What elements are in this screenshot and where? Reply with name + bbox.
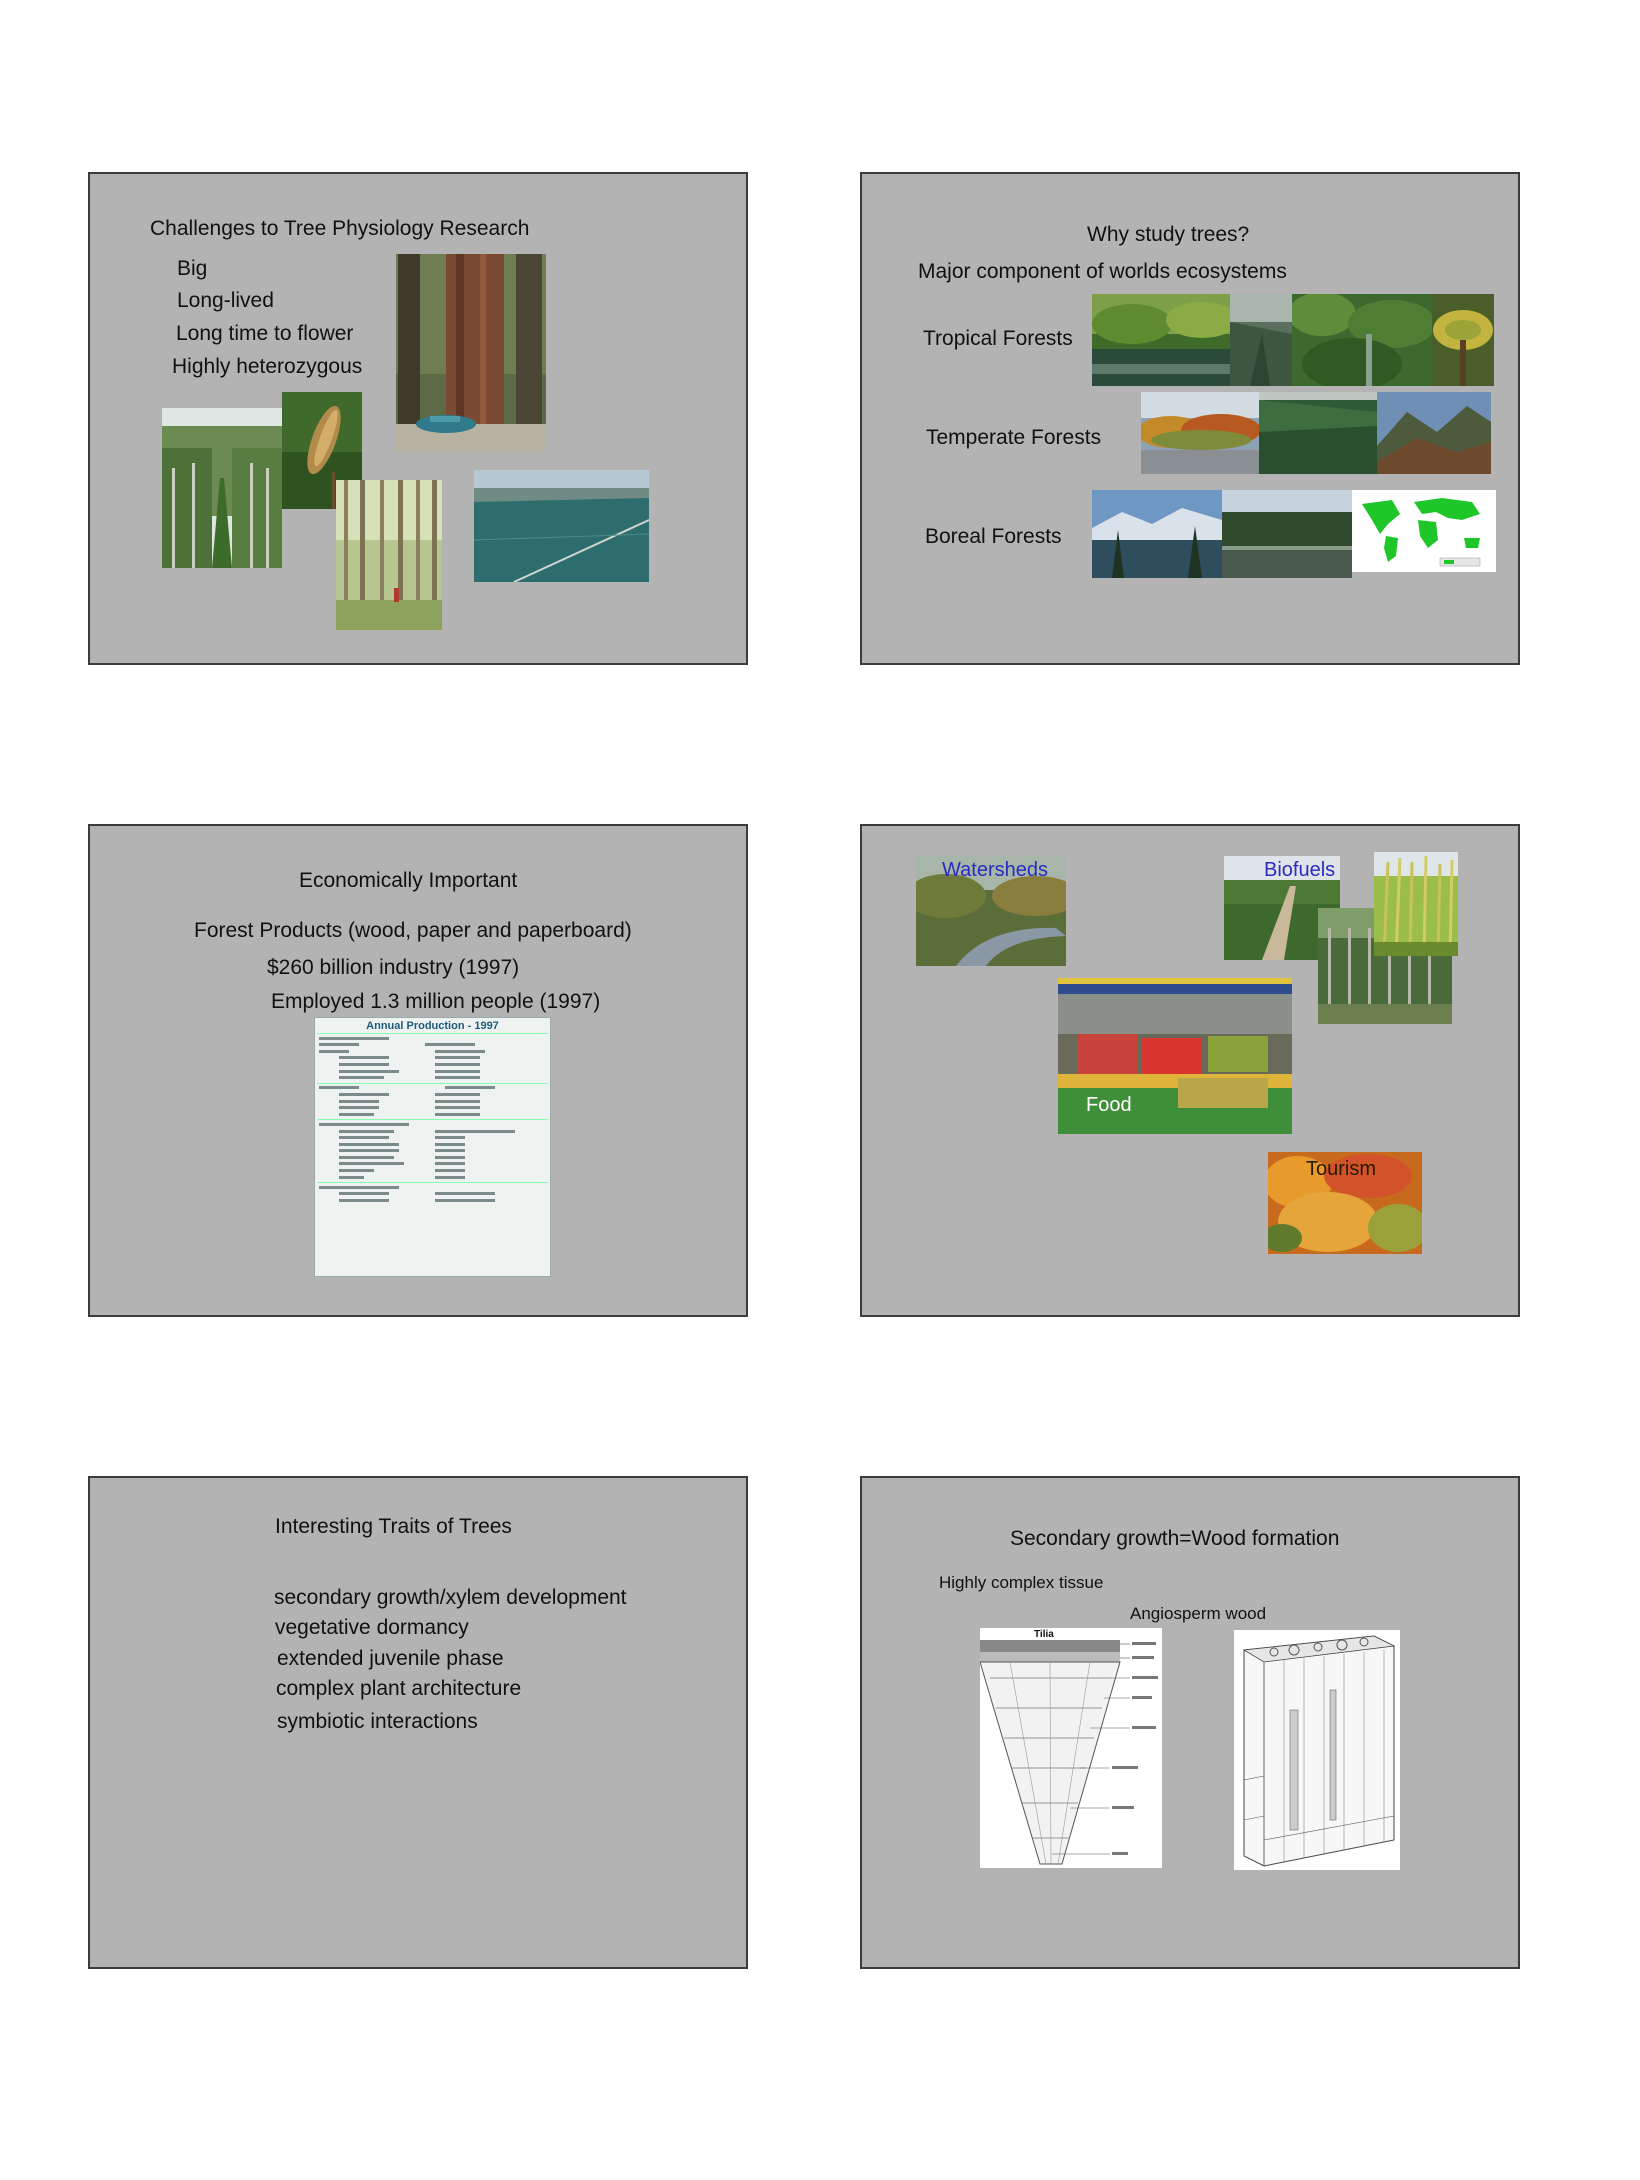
biofuels-label: Biofuels	[1264, 859, 1336, 881]
slide-title: Why study trees?	[1087, 223, 1250, 246]
aerial-plantation-photo	[474, 470, 649, 582]
row-label-temperate: Temperate Forests	[926, 426, 1102, 449]
tilia-stem-diagram	[980, 1628, 1162, 1868]
bullet: Highly heterozygous	[172, 355, 363, 378]
annual-production-table	[314, 1017, 551, 1277]
slide-title: Interesting Traits of Trees	[275, 1515, 512, 1538]
bullet: Long-lived	[177, 289, 274, 312]
bullet: extended juvenile phase	[277, 1647, 504, 1670]
tropical-canopy-photo	[1292, 294, 1432, 386]
tourism-label: Tourism	[1306, 1158, 1377, 1180]
food-label: Food	[1086, 1094, 1132, 1116]
line-forest-products: Forest Products (wood, paper and paperboard)	[194, 919, 632, 942]
bullet: Big	[177, 257, 208, 280]
poplar-forest-photo	[336, 480, 442, 630]
slide-interesting-traits	[88, 1476, 748, 1969]
bullet: vegetative dormancy	[275, 1616, 469, 1639]
bullet: symbiotic interactions	[277, 1710, 478, 1733]
bullet: complex plant architecture	[276, 1677, 522, 1700]
slide-title: Challenges to Tree Physiology Research	[150, 217, 530, 240]
world-forest-map	[1352, 490, 1496, 572]
slide-economically-important	[88, 824, 748, 1317]
angiosperm-wood-diagram	[1234, 1630, 1400, 1870]
poplar-plantation-photo	[162, 408, 282, 568]
mountain-forest-photo	[1377, 392, 1491, 474]
tropical-valley-photo	[1230, 294, 1292, 386]
slide-title: Economically Important	[299, 869, 518, 892]
boreal-shore-photo	[1222, 490, 1352, 578]
tree-fern-photo	[1432, 294, 1494, 386]
slide-secondary-growth	[860, 1476, 1520, 1969]
switchgrass-photo	[1374, 852, 1458, 956]
bullet: secondary growth/xylem development	[274, 1586, 627, 1609]
caption-angiosperm-wood: Angiosperm wood	[1130, 1604, 1267, 1623]
note-complex-tissue: Highly complex tissue	[939, 1573, 1104, 1592]
table-title: Annual Production - 1997	[366, 1020, 499, 1032]
slide-why-study-trees	[860, 172, 1520, 665]
boreal-lake-photo	[1092, 490, 1222, 578]
autumn-lake-photo	[1141, 392, 1259, 474]
slide-ecosystem-services	[860, 824, 1520, 1317]
tropical-swamp-photo	[1092, 294, 1230, 386]
slide-subtitle: Major component of worlds ecosystems	[918, 260, 1287, 283]
bullet: Long time to flower	[176, 322, 354, 345]
tourism-foliage-photo	[1268, 1152, 1422, 1254]
conifer-slope-photo	[1259, 392, 1377, 474]
line-industry: $260 billion industry (1997)	[267, 956, 520, 979]
watersheds-photo	[916, 856, 1066, 966]
food-market-photo	[1058, 978, 1292, 1134]
slide-challenges	[88, 172, 748, 665]
watersheds-label: Watersheds	[942, 859, 1048, 881]
line-employed: Employed 1.3 million people (1997)	[271, 990, 601, 1013]
diagram-title: Tilia	[1034, 1629, 1054, 1640]
row-label-boreal: Boreal Forests	[925, 525, 1062, 548]
giant-sequoia-photo	[396, 254, 546, 452]
row-label-tropical: Tropical Forests	[923, 327, 1073, 350]
slide-title: Secondary growth=Wood formation	[1010, 1527, 1340, 1550]
